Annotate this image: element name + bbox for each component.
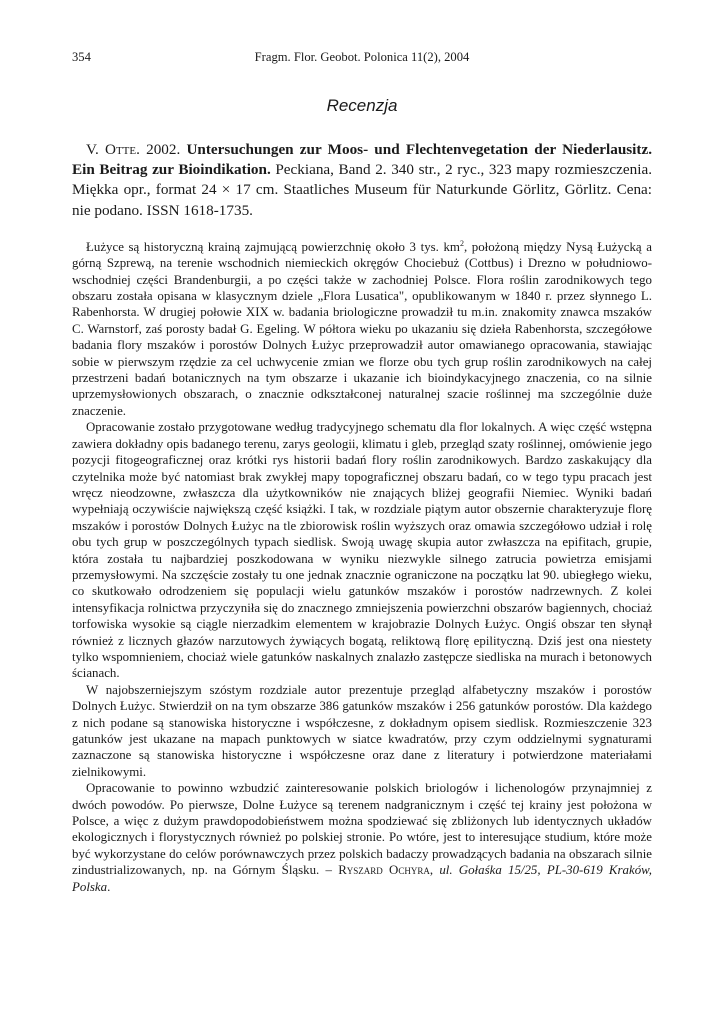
reviewer-name: Ryszard Ochyra — [338, 863, 430, 878]
paragraph-1: Łużyce są historyczną krainą zajmującą powierzchnię około 3 tys. $km^2$, położoną między Nysą Łużycką a górną Szprewą, na terenie wschodnich niemieckich okręgów Chociebuż (Cottbus) i Drezno w południowo-wschodniej części Brandenburgii, a po części także w zachodniej Polsce. Flora roślin zarodnikowych tego obszaru została opisana w klasycznym dziele „Flora Lusatica", opublikowanym w 1840 r. przez słynnego L. Rabenhorsta. W drugiej połowie XIX w. badania briologiczne prowadził tu m.in. znakomity znawca mszaków C. Warnstorf, zaś porosty badał G. Egeling. W półtora wieku po ukazaniu się dzieła Rabenhorsta, szczegółowe badania flory mszaków i porostów Dolnych Łużyc przeprowadził autor omawianego opracowania, stawiając sobie w pierwszym rzędzie za cel uchwycenie zmian we florze obu tych grup roślin zarodnikowych na całej przestrzeni badań botanicznych na tym obszarze i ukazanie ich bioindykacyjnego znaczenia, co na silnie uprzemysłowionych obszarach, o znacznie odkształconej naturalnej szacie roślinnej ma szczególnie duże znaczenie. — [72, 238, 652, 418]
book-details: Peckiana, Band 2. 340 str., 2 ryc., 323 mapy rozmieszczenia. Miękka opr., format 24 × 17 cm. Staatliches Museum für Naturkunde Görlitz, Görlitz. Cena: nie podano. ISSN 1618-1735. — [72, 161, 652, 219]
paragraph-4: Opracowanie to powinno wzbudzić zainteresowanie polskich briologów i lichenologów przynajmniej z dwóch powodów. Po pierwsze, Dolne Łużyce są terenem nadgranicznym i część tej krainy jest położona w Polsce, a więc z dużym prawdopodobieństwem można spodziewać się zbliżonych lub identycznych układów ekologicznych i florystycznych również po polskiej stronie. Po wtóre, jest to interesujące studium, które może być wykorzystane do celów porównawczych przez polskich badaczy prowadzących badania na obszarach silnie zindustrializowanych, np. na Górnym Śląsku. – Ryszard Ochyra, ul. Gołaśka 15/25, PL-30-619 Kraków, Polska. — [72, 781, 652, 894]
page-number: 354 — [72, 50, 91, 64]
author-initial: V. — [86, 141, 105, 158]
review-body — [72, 239, 652, 895]
section-title: Recenzja — [326, 96, 398, 115]
journal-citation: Fragm. Flor. Geobot. Polonica 11(2), 2004 — [254, 50, 470, 64]
book-title: Untersuchungen zur Moos- und Flechtenvegetation der Niederlausitz. Ein Beitrag zur Bioindikation. — [72, 141, 652, 179]
superscript: 2 — [459, 238, 464, 248]
reviewer-address: ul. Gołaśka 15/25, PL-30-619 Kraków, Polska — [72, 863, 652, 894]
running-head — [72, 50, 652, 68]
paragraph-2: Opracowanie zostało przygotowane według tradycyjnego schematu dla flor lokalnych. A więc część wstępna zawiera dokładny opis badanego terenu, zarys geologii, klimatu i gleb, przegląd szaty roślinnej, omówienie jego pozycji fitogeograficznej oraz krótki rys historii badań flory roślin zarodnikowych. Bardzo zaskakujący dla czytelnika może być natomiast brak zwykłej mapy topograficznej obszaru badań, co w tego typu pracach jest wręcz nieodzowne, zwłaszcza dla użytkowników nie znających bliżej geografii Niemiec. Wyniki badań wypełniają oczywiście największą część książki. I tak, w rozdziale piątym autor obszernie charakteryzuje florę mszaków i porostów Dolnych Łużyc na tle zbiorowisk roślin wyższych oraz omawia szczegółowo udział i rolę obu tych grup w poszczególnych typach siedlisk. Swoją uwagę skupia autor zwłaszcza na epifitach, grupie, która została tu najbardziej poszkodowana w wyniku niezwykle silnego zatrucia powietrza emisjami przemysłowymi. Na szczęście zostały tu one jednak znacznie ograniczone na początku lat 90. ubiegłego wieku, co skutkowało odrodzeniem się populacji wielu gatunków mszaków i porostów nadrzewnych. Z kolei intensyfikacja rolnictwa przyczyniła się do znacznego zmniejszenia powierzchni obszarów bagiennych, chociaż torfowiska wysokie są ciągle nierzadkim elementem w krajobrazie Dolnych Łużyc. Ongiś obszar ten słynął również z licznych głazów narzutowych żywiących bogatą, reliktową florę epilityczną. Dziś jest ona niestety tylko wspomnieniem, chociaż wiele gatunków naskalnych znalazło zastępcze siedliska na murach i betonowych ścianach. — [72, 420, 652, 681]
book-citation — [72, 140, 652, 221]
page — [72, 50, 652, 895]
author-surname: Otte — [104, 141, 137, 158]
publication-year: . 2002. — [136, 141, 187, 158]
paragraph-3: W najobszerniejszym szóstym rozdziale autor prezentuje przegląd alfabetyczny mszaków i porostów Dolnych Łużyc. Stwierdził on na tym obszarze 386 gatunków mszaków i 256 gatunków porostów. Dla każdego z nich podane są stanowiska historyczne i współczesne, z dokładnym opisem siedlisk. Rozmieszczenie 323 gatunków jest ukazane na mapach punktowych w siatce kwadratów, przy czym oddzielnymi sygnaturami zaznaczone są stanowiska historyczne i współczesne oraz dane z literatury i potwierdzone materiałami zielnikowymi. — [72, 682, 652, 779]
